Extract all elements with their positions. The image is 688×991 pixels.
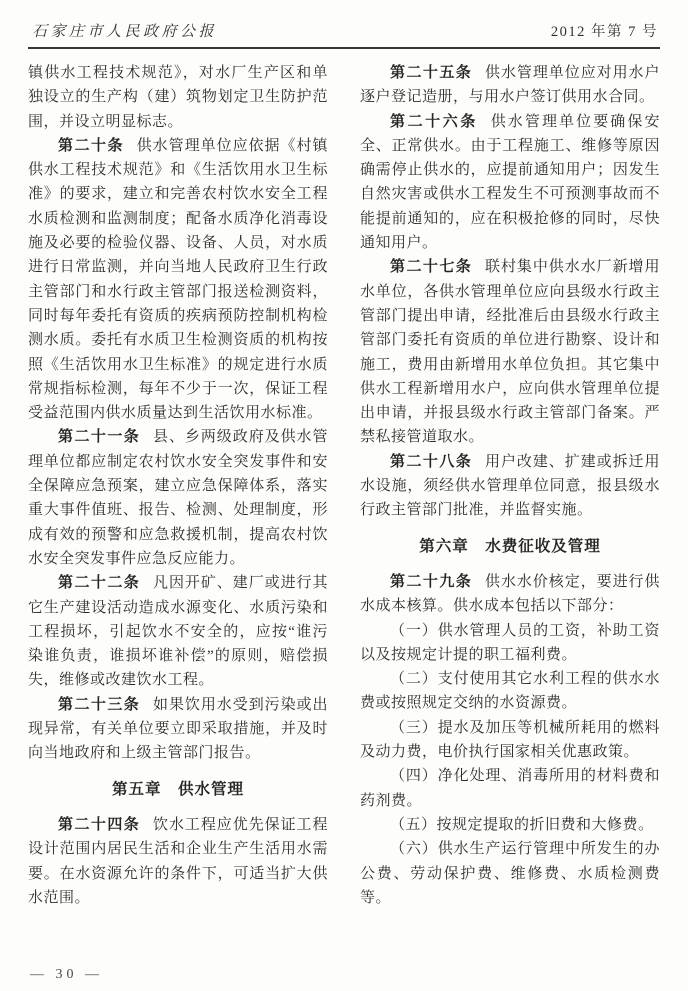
paragraph: 第二十三条 如果饮用水受到污染或出现异常，有关单位要立即采取措施，并及时向当地政府和上级主管部门报告。 xyxy=(28,695,328,762)
article-number: 第二十二条 xyxy=(58,574,141,592)
paragraph: 第二十九条 供水水价核定，要进行供水成本核算。供水成本包括以下部分： xyxy=(360,572,660,615)
page-number: — 30 — xyxy=(30,967,103,982)
article-number: 第二十五条 xyxy=(390,64,473,81)
paragraph: 第二十二条 凡因开矿、建厂或进行其它生产建设活动造成水源变化、水质污染和工程损坏，引起饮水不安全的，应按“谁污染谁负责，谁损坏谁补偿”的原则，赔偿损失，维修或改建饮水工程。 xyxy=(28,574,328,689)
article-number: 第二十四条 xyxy=(58,815,141,833)
article-number: 第二十九条 xyxy=(390,572,473,590)
chapter-heading: 第六章 水费征收及管理 xyxy=(419,537,601,555)
running-head xyxy=(28,20,660,49)
article-number: 第二十八条 xyxy=(390,452,473,470)
paragraph: （六）供水生产运行管理中所发生的办公费、劳动保护费、维修费、水质检测费等。 xyxy=(360,841,660,906)
paragraph: 第二十一条 县、乡两级政府及供水管理单位都应制定农村饮水安全突发事件和安全保障应急预案，建立应急保障体系，落实重大事件值班、报告、检测、处理制度，形成有效的预警和应急救援机制，提高农村饮水安全突发事件应急反应能力。 xyxy=(28,428,328,567)
paragraph: （四）净化处理、消毒所用的材料费和药剂费。 xyxy=(360,768,660,809)
paragraph: 镇供水工程技术规范》，对水厂生产区和单独设立的生产构（建）筑物划定卫生防护范围，并设立明显标志。 xyxy=(28,65,328,130)
issue-number: 2012 年第 7 号 xyxy=(550,24,658,40)
publication-title: 石家庄市人民政府公报 xyxy=(32,24,218,40)
two-column-body xyxy=(28,61,660,910)
paragraph: 第二十八条 用户改建、扩建或拆迁用水设施，须经供水管理单位同意，报县级水行政主管部门批准，并监督实施。 xyxy=(360,452,660,519)
paragraph: 第二十七条 联村集中供水水厂新增用水单位，各供水管理单位应向县级水行政主管部门提出申请，经批准后由县级水行政主管部门委托有资质的单位进行勘察、设计和施工，费用由新增用水单位负担。其它集中供水工程新增用水户，应向供水管理单位提出申请，并报县级水行政主管部门备案。严禁私接管道取水。 xyxy=(360,258,660,446)
article-number: 第二十一条 xyxy=(58,428,141,446)
paragraph: （一）供水管理人员的工资，补助工资以及按规定计提的职工福利费。 xyxy=(360,622,660,663)
left-column xyxy=(28,61,328,910)
chapter-heading: 第五章 供水管理 xyxy=(111,780,244,798)
paragraph: （五）按规定提取的折旧费和大修费。 xyxy=(390,816,654,833)
paragraph: 第二十五条 供水管理单位应对用水户逐户登记造册，与用水户签订供用水合同。 xyxy=(360,64,660,106)
paragraph: （三）提水及加压等机械所耗用的燃料及动力费，电价执行国家相关优惠政策。 xyxy=(360,719,660,761)
paragraph: （二）支付使用其它水利工程的供水水费或按照规定交纳的水资源费。 xyxy=(360,671,660,712)
right-column xyxy=(360,61,660,910)
article-number: 第二十条 xyxy=(58,136,124,154)
article-number: 第二十七条 xyxy=(390,258,473,276)
paragraph: 第二十六条 供水管理单位要确保安全、正常供水。由于工程施工、维修等原因确需停止供水的，应提前通知用户；因发生自然灾害或供水工程发生不可预测事故而不能提前通知的，应在积极抢修的同时，尽快通知用户。 xyxy=(360,112,660,252)
article-number: 第二十三条 xyxy=(58,695,141,713)
paragraph: 第二十条 供水管理单位应依据《村镇供水工程技术规范》和《生活饮用水卫生标准》的要求，建立和完善农村饮水安全工程水质检测和监测制度；配备水质净化消毒设施及必要的检验仪器、设备、人员，对水质进行日常监测，并向当地人民政府卫生行政主管部门和水行政主管部门报送检测资料，同时每年委托有资质的疾病预防控制机构检测水质。委托有水质卫生检测资质的机构按照《生活饮用水卫生标准》的规定进行水质常规指标检测，每年不少于一次，保证工程受益范围内供水质量达到生活饮用水标准。 xyxy=(28,136,328,422)
paragraph: 第二十四条 饮水工程应优先保证工程设计范围内居民生活和企业生产生活用水需要。在水资源允许的条件下，可适当扩大供水范围。 xyxy=(28,815,328,906)
article-number: 第二十六条 xyxy=(390,112,478,130)
